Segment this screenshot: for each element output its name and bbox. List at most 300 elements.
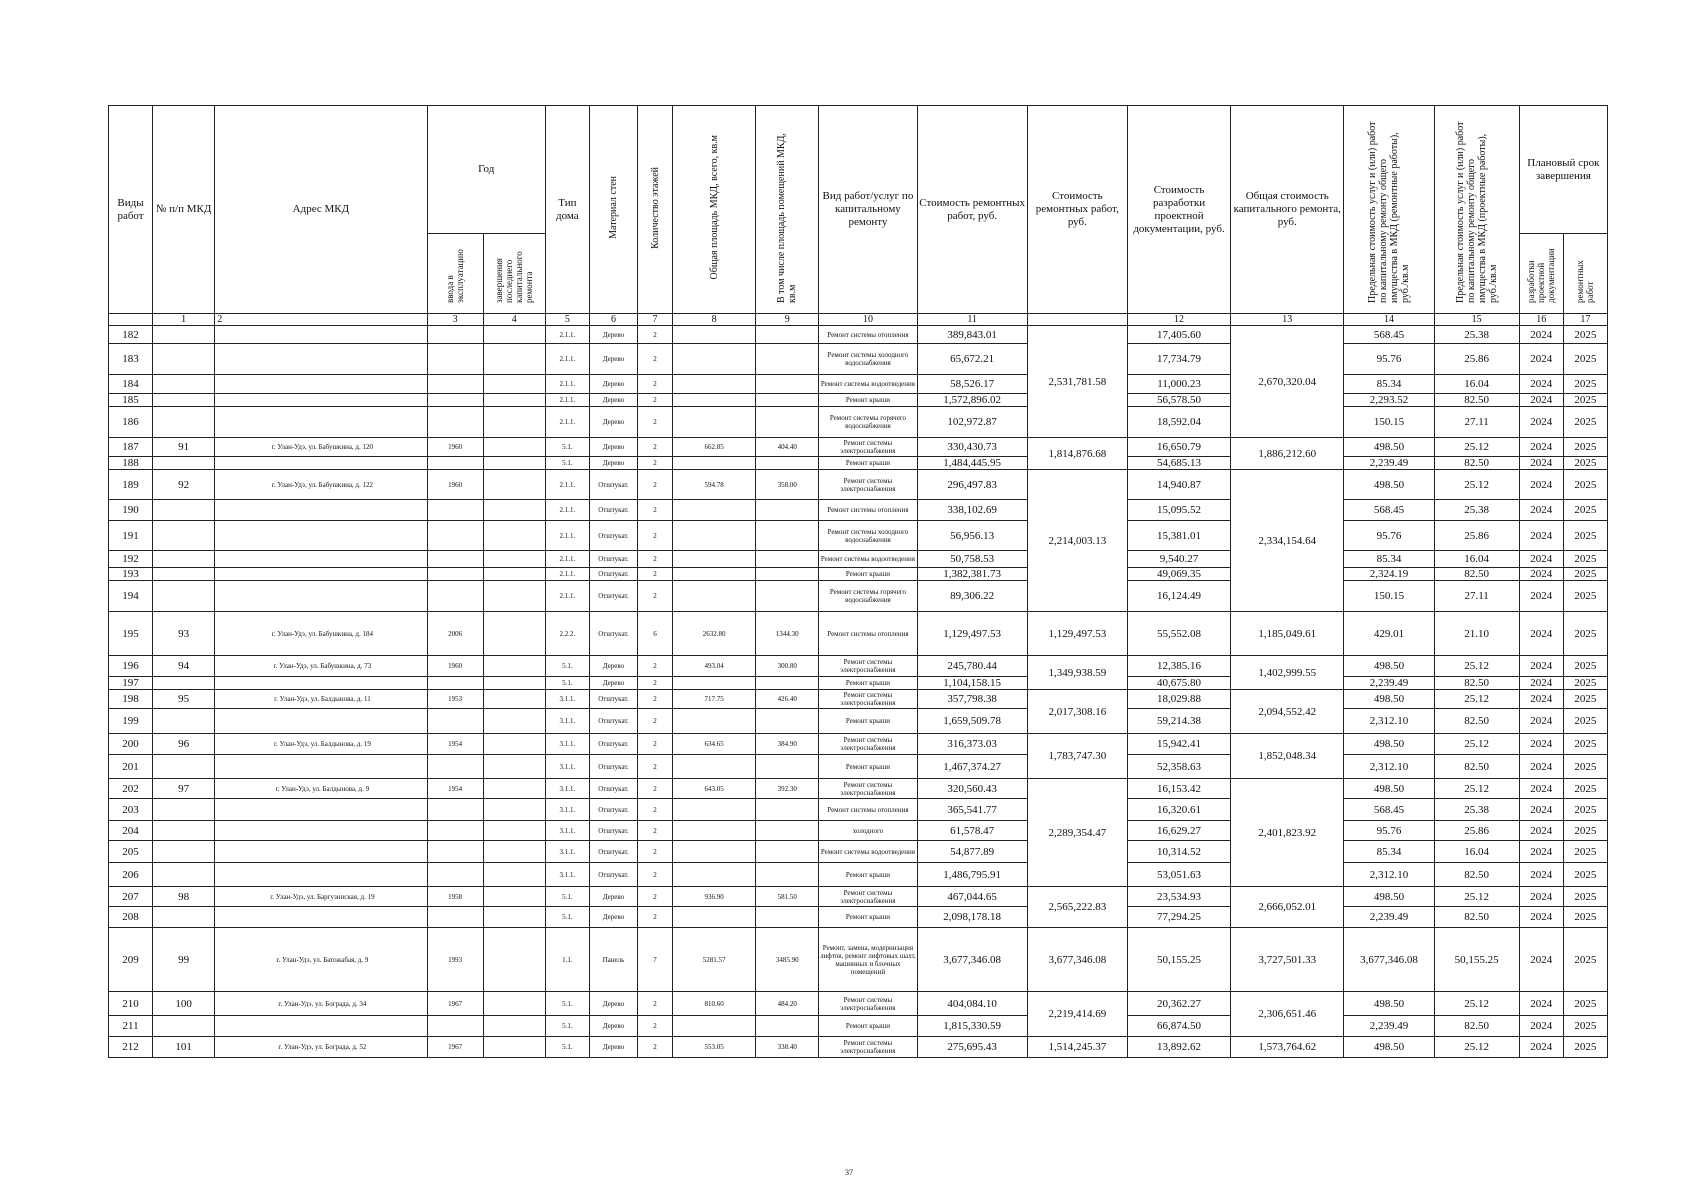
room-area — [756, 709, 819, 734]
header-total-area: Общая площадь МКД, всего, кв.м — [673, 106, 756, 314]
total-area — [673, 755, 756, 779]
floors: 2 — [638, 375, 673, 394]
limit-repair: 498.50 — [1344, 992, 1434, 1016]
limit-repair: 85.34 — [1344, 375, 1434, 394]
limit-project: 82.50 — [1434, 1016, 1519, 1037]
floors: 2 — [638, 755, 673, 779]
repair-cost: 1,382,381.73 — [917, 568, 1027, 581]
wall-material: Дерево — [589, 344, 637, 375]
row-number: 207 — [109, 887, 153, 907]
limit-repair: 2,239.49 — [1344, 677, 1434, 690]
building-number — [153, 581, 215, 612]
address — [215, 755, 427, 779]
room-area — [756, 551, 819, 568]
house-type: 2.1.1. — [545, 500, 589, 521]
row-number: 199 — [109, 709, 153, 734]
building-number — [153, 821, 215, 841]
column-number: 3 — [427, 314, 483, 326]
total-cost: 1,402,999.55 — [1231, 656, 1344, 690]
house-type: 2.2.2. — [545, 612, 589, 656]
plan-docs-year: 2024 — [1519, 1016, 1563, 1037]
total-cost: 1,573,764.62 — [1231, 1037, 1344, 1058]
work-type: Ремонт системы электроснабжения — [819, 1037, 917, 1058]
year-last-repair — [483, 677, 545, 690]
total-area — [673, 521, 756, 551]
limit-repair: 2,239.49 — [1344, 1016, 1434, 1037]
plan-works-year: 2025 — [1563, 992, 1607, 1016]
work-type: Ремонт крыши — [819, 863, 917, 887]
total-area — [673, 457, 756, 470]
floors: 2 — [638, 656, 673, 677]
house-type: 5.1. — [545, 438, 589, 457]
plan-docs-year: 2024 — [1519, 821, 1563, 841]
floors: 2 — [638, 457, 673, 470]
header-address: Адрес МКД — [215, 106, 427, 314]
wall-material: Отштукат. — [589, 841, 637, 863]
limit-project: 25.12 — [1434, 690, 1519, 709]
work-type: Ремонт системы электроснабжения — [819, 470, 917, 500]
year-commissioned — [427, 344, 483, 375]
work-type: Ремонт системы холодного водоснабжения — [819, 521, 917, 551]
wall-material: Отштукат. — [589, 709, 637, 734]
wall-material: Дерево — [589, 394, 637, 407]
limit-project: 25.12 — [1434, 992, 1519, 1016]
building-number — [153, 755, 215, 779]
limit-project: 82.50 — [1434, 907, 1519, 928]
total-area: 594.78 — [673, 470, 756, 500]
house-type: 3.1.1. — [545, 690, 589, 709]
plan-works-year: 2025 — [1563, 457, 1607, 470]
year-last-repair — [483, 521, 545, 551]
header-vid: Виды работ — [109, 106, 153, 314]
row-number: 191 — [109, 521, 153, 551]
address — [215, 407, 427, 438]
table-row — [109, 841, 1608, 863]
floors: 2 — [638, 799, 673, 821]
limit-repair: 498.50 — [1344, 656, 1434, 677]
year-commissioned: 1967 — [427, 1037, 483, 1058]
project-cost: 20,362.27 — [1127, 992, 1230, 1016]
year-last-repair — [483, 551, 545, 568]
limit-project: 82.50 — [1434, 709, 1519, 734]
year-commissioned — [427, 568, 483, 581]
house-type: 3.1.1. — [545, 755, 589, 779]
address — [215, 799, 427, 821]
total-area — [673, 326, 756, 344]
building-number: 97 — [153, 779, 215, 799]
repair-cost: 65,672.21 — [917, 344, 1027, 375]
limit-repair: 568.45 — [1344, 799, 1434, 821]
room-area — [756, 907, 819, 928]
total-area: 717.75 — [673, 690, 756, 709]
repair-cost: 389,843.01 — [917, 326, 1027, 344]
plan-works-year: 2025 — [1563, 755, 1607, 779]
plan-docs-year: 2024 — [1519, 709, 1563, 734]
plan-works-year: 2025 — [1563, 709, 1607, 734]
repair-cost: 1,467,374.27 — [917, 755, 1027, 779]
total-area — [673, 799, 756, 821]
repair-cost: 89,306.22 — [917, 581, 1027, 612]
limit-project: 82.50 — [1434, 863, 1519, 887]
work-type: Ремонт крыши — [819, 907, 917, 928]
header-year: Год — [427, 106, 545, 234]
total-cost: 1,852,048.34 — [1231, 734, 1344, 779]
year-commissioned — [427, 677, 483, 690]
row-number: 198 — [109, 690, 153, 709]
year-last-repair — [483, 656, 545, 677]
repair-cost: 1,659,509.78 — [917, 709, 1027, 734]
row-number: 185 — [109, 394, 153, 407]
work-type: Ремонт крыши — [819, 755, 917, 779]
year-last-repair — [483, 755, 545, 779]
limit-repair: 498.50 — [1344, 438, 1434, 457]
year-commissioned — [427, 799, 483, 821]
wall-material: Дерево — [589, 656, 637, 677]
wall-material: Отштукат. — [589, 821, 637, 841]
row-number: 194 — [109, 581, 153, 612]
total-area: 5281.57 — [673, 928, 756, 992]
limit-project: 82.50 — [1434, 568, 1519, 581]
year-commissioned — [427, 407, 483, 438]
plan-works-year: 2025 — [1563, 500, 1607, 521]
wall-material: Дерево — [589, 326, 637, 344]
wall-material: Дерево — [589, 677, 637, 690]
limit-project: 25.12 — [1434, 887, 1519, 907]
column-number — [1027, 314, 1127, 326]
work-type: Ремонт, замена, модернизация лифтов, ремонт лифтовых шахт, машинных и блочных помещений — [819, 928, 917, 992]
total-area — [673, 863, 756, 887]
work-type: Ремонт системы электроснабжения — [819, 438, 917, 457]
table-row — [109, 326, 1608, 344]
limit-repair: 568.45 — [1344, 326, 1434, 344]
header-wall-material: Материал стен — [589, 106, 637, 314]
building-number — [153, 551, 215, 568]
year-commissioned — [427, 581, 483, 612]
plan-docs-year: 2024 — [1519, 500, 1563, 521]
project-cost: 55,552.08 — [1127, 612, 1230, 656]
wall-material: Дерево — [589, 887, 637, 907]
year-last-repair — [483, 1037, 545, 1058]
work-type: Ремонт системы водоотведения — [819, 841, 917, 863]
table-row — [109, 709, 1608, 734]
room-area — [756, 521, 819, 551]
limit-project: 25.12 — [1434, 1037, 1519, 1058]
limit-repair: 498.50 — [1344, 1037, 1434, 1058]
room-area: 404.40 — [756, 438, 819, 457]
plan-docs-year: 2024 — [1519, 438, 1563, 457]
address: г. Улан-Удэ, ул. Бограда, д. 34 — [215, 992, 427, 1016]
column-number: 6 — [589, 314, 637, 326]
plan-works-year: 2025 — [1563, 612, 1607, 656]
room-area: 3485.90 — [756, 928, 819, 992]
building-number: 93 — [153, 612, 215, 656]
plan-works-year: 2025 — [1563, 928, 1607, 992]
project-cost: 49,069.35 — [1127, 568, 1230, 581]
building-number: 92 — [153, 470, 215, 500]
plan-works-year: 2025 — [1563, 568, 1607, 581]
room-area — [756, 841, 819, 863]
year-last-repair — [483, 779, 545, 799]
header-repair-cost-sum: Стоимость ремонтных работ, руб. — [1027, 106, 1127, 314]
repair-cost: 56,956.13 — [917, 521, 1027, 551]
year-last-repair — [483, 394, 545, 407]
room-area: 581.50 — [756, 887, 819, 907]
building-number — [153, 709, 215, 734]
row-number: 186 — [109, 407, 153, 438]
limit-project: 25.38 — [1434, 500, 1519, 521]
year-last-repair — [483, 928, 545, 992]
year-commissioned: 1954 — [427, 734, 483, 755]
total-area — [673, 375, 756, 394]
wall-material: Отштукат. — [589, 690, 637, 709]
room-area: 358.00 — [756, 470, 819, 500]
plan-docs-year: 2024 — [1519, 755, 1563, 779]
limit-repair: 95.76 — [1344, 821, 1434, 841]
house-type: 5.1. — [545, 677, 589, 690]
plan-docs-year: 2024 — [1519, 799, 1563, 821]
floors: 2 — [638, 551, 673, 568]
column-number: 11 — [917, 314, 1027, 326]
header-limit-project: Предельная стоимость услуг и (или) работ по капитальному ремонту общего имущества в МКД (проектные работы), руб./кв.м — [1434, 106, 1519, 314]
limit-project: 25.12 — [1434, 438, 1519, 457]
total-area: 810.60 — [673, 992, 756, 1016]
year-commissioned: 1958 — [427, 887, 483, 907]
repair-cost: 1,104,158.15 — [917, 677, 1027, 690]
project-cost: 77,294.25 — [1127, 907, 1230, 928]
building-number — [153, 799, 215, 821]
work-type: Ремонт крыши — [819, 457, 917, 470]
limit-repair: 2,312.10 — [1344, 709, 1434, 734]
wall-material: Отштукат. — [589, 863, 637, 887]
address: г. Улан-Удэ, ул. Бограда, д. 52 — [215, 1037, 427, 1058]
total-area — [673, 907, 756, 928]
table-row — [109, 992, 1608, 1016]
address — [215, 568, 427, 581]
project-cost: 50,155.25 — [1127, 928, 1230, 992]
plan-works-year: 2025 — [1563, 521, 1607, 551]
column-numbers-row — [109, 314, 1608, 326]
total-area: 553.05 — [673, 1037, 756, 1058]
row-number: 190 — [109, 500, 153, 521]
project-cost: 12,385.16 — [1127, 656, 1230, 677]
floors: 2 — [638, 581, 673, 612]
plan-works-year: 2025 — [1563, 656, 1607, 677]
building-number — [153, 521, 215, 551]
building-number — [153, 907, 215, 928]
building-number — [153, 863, 215, 887]
repair-cost: 50,758.53 — [917, 551, 1027, 568]
wall-material: Отштукат. — [589, 581, 637, 612]
address — [215, 551, 427, 568]
project-cost: 11,000.23 — [1127, 375, 1230, 394]
row-number: 196 — [109, 656, 153, 677]
house-type: 2.1.1. — [545, 344, 589, 375]
address — [215, 863, 427, 887]
year-last-repair — [483, 581, 545, 612]
project-cost: 54,685.13 — [1127, 457, 1230, 470]
project-cost: 16,124.49 — [1127, 581, 1230, 612]
total-area: 643.05 — [673, 779, 756, 799]
table-row — [109, 581, 1608, 612]
floors: 2 — [638, 470, 673, 500]
repair-cost-total: 2,017,308.16 — [1027, 690, 1127, 734]
wall-material: Дерево — [589, 375, 637, 394]
project-cost: 15,942.41 — [1127, 734, 1230, 755]
work-type: Ремонт системы электроснабжения — [819, 734, 917, 755]
limit-project: 27.11 — [1434, 407, 1519, 438]
plan-docs-year: 2024 — [1519, 394, 1563, 407]
room-area — [756, 500, 819, 521]
repair-cost: 61,578.47 — [917, 821, 1027, 841]
header-plan-deadline: Плановый срок завершения — [1519, 106, 1607, 234]
year-last-repair — [483, 457, 545, 470]
total-area — [673, 344, 756, 375]
plan-works-year: 2025 — [1563, 677, 1607, 690]
floors: 2 — [638, 841, 673, 863]
plan-docs-year: 2024 — [1519, 375, 1563, 394]
building-number — [153, 1016, 215, 1037]
row-number: 211 — [109, 1016, 153, 1037]
year-last-repair — [483, 500, 545, 521]
repair-cost: 58,526.17 — [917, 375, 1027, 394]
year-commissioned — [427, 551, 483, 568]
work-type: Ремонт системы электроснабжения — [819, 992, 917, 1016]
project-cost: 40,675.80 — [1127, 677, 1230, 690]
header-limit-repair: Предельная стоимость услуг и (или) работ по капитальному ремонту общего имущества в МКД (ремонтные работы), руб./кв.м — [1344, 106, 1434, 314]
total-area — [673, 841, 756, 863]
address — [215, 709, 427, 734]
wall-material: Дерево — [589, 992, 637, 1016]
wall-material: Отштукат. — [589, 500, 637, 521]
year-commissioned: 1953 — [427, 690, 483, 709]
table-row — [109, 500, 1608, 521]
project-cost: 18,029.88 — [1127, 690, 1230, 709]
total-area: 2632.80 — [673, 612, 756, 656]
column-number: 8 — [673, 314, 756, 326]
repair-cost-total: 3,677,346.08 — [1027, 928, 1127, 992]
house-type: 5.1. — [545, 656, 589, 677]
repair-cost: 404,084.10 — [917, 992, 1027, 1016]
floors: 2 — [638, 677, 673, 690]
plan-docs-year: 2024 — [1519, 568, 1563, 581]
year-last-repair — [483, 992, 545, 1016]
column-number: 2 — [215, 314, 427, 326]
work-type: Ремонт системы электроснабжения — [819, 779, 917, 799]
table-row — [109, 394, 1608, 407]
wall-material: Дерево — [589, 457, 637, 470]
plan-works-year: 2025 — [1563, 779, 1607, 799]
column-number: 17 — [1563, 314, 1607, 326]
house-type: 3.1.1. — [545, 863, 589, 887]
repair-cost-total: 1,349,938.59 — [1027, 656, 1127, 690]
column-number: 1 — [153, 314, 215, 326]
room-area — [756, 326, 819, 344]
row-number: 212 — [109, 1037, 153, 1058]
project-cost: 56,578.50 — [1127, 394, 1230, 407]
year-commissioned — [427, 755, 483, 779]
room-area — [756, 407, 819, 438]
total-area: 936.90 — [673, 887, 756, 907]
repair-cost-total: 2,289,354.47 — [1027, 779, 1127, 887]
house-type: 5.1. — [545, 992, 589, 1016]
row-number: 202 — [109, 779, 153, 799]
wall-material: Отштукат. — [589, 470, 637, 500]
limit-repair: 85.34 — [1344, 551, 1434, 568]
total-area: 493.04 — [673, 656, 756, 677]
house-type: 1.1. — [545, 928, 589, 992]
building-number: 94 — [153, 656, 215, 677]
limit-repair: 85.34 — [1344, 841, 1434, 863]
work-type: Ремонт крыши — [819, 677, 917, 690]
header-project-cost: Стоимость разработки проектной документации, руб. — [1127, 106, 1230, 314]
project-cost: 16,650.79 — [1127, 438, 1230, 457]
work-type: Ремонт системы электроснабжения — [819, 656, 917, 677]
column-number: 14 — [1344, 314, 1434, 326]
limit-repair: 150.15 — [1344, 581, 1434, 612]
table-row — [109, 521, 1608, 551]
address: г. Улан-Удэ, ул. Батожабая, д. 9 — [215, 928, 427, 992]
house-type: 2.1.1. — [545, 551, 589, 568]
plan-docs-year: 2024 — [1519, 887, 1563, 907]
wall-material: Отштукат. — [589, 521, 637, 551]
table-row — [109, 568, 1608, 581]
limit-repair: 95.76 — [1344, 521, 1434, 551]
work-type: Ремонт системы водоотведения — [819, 375, 917, 394]
repair-cost: 275,695.43 — [917, 1037, 1027, 1058]
year-last-repair — [483, 438, 545, 457]
limit-project: 25.12 — [1434, 734, 1519, 755]
limit-project: 25.38 — [1434, 326, 1519, 344]
plan-works-year: 2025 — [1563, 799, 1607, 821]
row-number: 201 — [109, 755, 153, 779]
room-area — [756, 568, 819, 581]
header-total-cost: Общая стоимость капитального ремонта, руб. — [1231, 106, 1344, 314]
work-type: Ремонт крыши — [819, 568, 917, 581]
room-area — [756, 344, 819, 375]
limit-repair: 2,239.49 — [1344, 457, 1434, 470]
building-number: 100 — [153, 992, 215, 1016]
total-area — [673, 394, 756, 407]
plan-docs-year: 2024 — [1519, 326, 1563, 344]
project-cost: 9,540.27 — [1127, 551, 1230, 568]
limit-repair: 2,312.10 — [1344, 863, 1434, 887]
total-cost: 2,670,320.04 — [1231, 326, 1344, 438]
row-number: 183 — [109, 344, 153, 375]
plan-works-year: 2025 — [1563, 551, 1607, 568]
house-type: 5.1. — [545, 907, 589, 928]
header-plan-works: ремонтных работ — [1563, 234, 1607, 314]
year-commissioned: 1993 — [427, 928, 483, 992]
repair-cost: 2,098,178.18 — [917, 907, 1027, 928]
total-area — [673, 568, 756, 581]
table-row — [109, 375, 1608, 394]
table-body — [109, 326, 1608, 1058]
house-type: 3.1.1. — [545, 799, 589, 821]
limit-project: 16.04 — [1434, 375, 1519, 394]
plan-works-year: 2025 — [1563, 1037, 1607, 1058]
building-number: 96 — [153, 734, 215, 755]
header-work-type: Вид работ/услуг по капитальному ремонту — [819, 106, 917, 314]
building-number: 91 — [153, 438, 215, 457]
floors: 2 — [638, 907, 673, 928]
house-type: 2.1.1. — [545, 521, 589, 551]
plan-works-year: 2025 — [1563, 907, 1607, 928]
table-row — [109, 612, 1608, 656]
header-repair-cost: Стоимость ремонтных работ, руб. — [917, 106, 1027, 314]
header-house-type: Тип дома — [545, 106, 589, 314]
house-type: 5.1. — [545, 887, 589, 907]
row-number: 206 — [109, 863, 153, 887]
